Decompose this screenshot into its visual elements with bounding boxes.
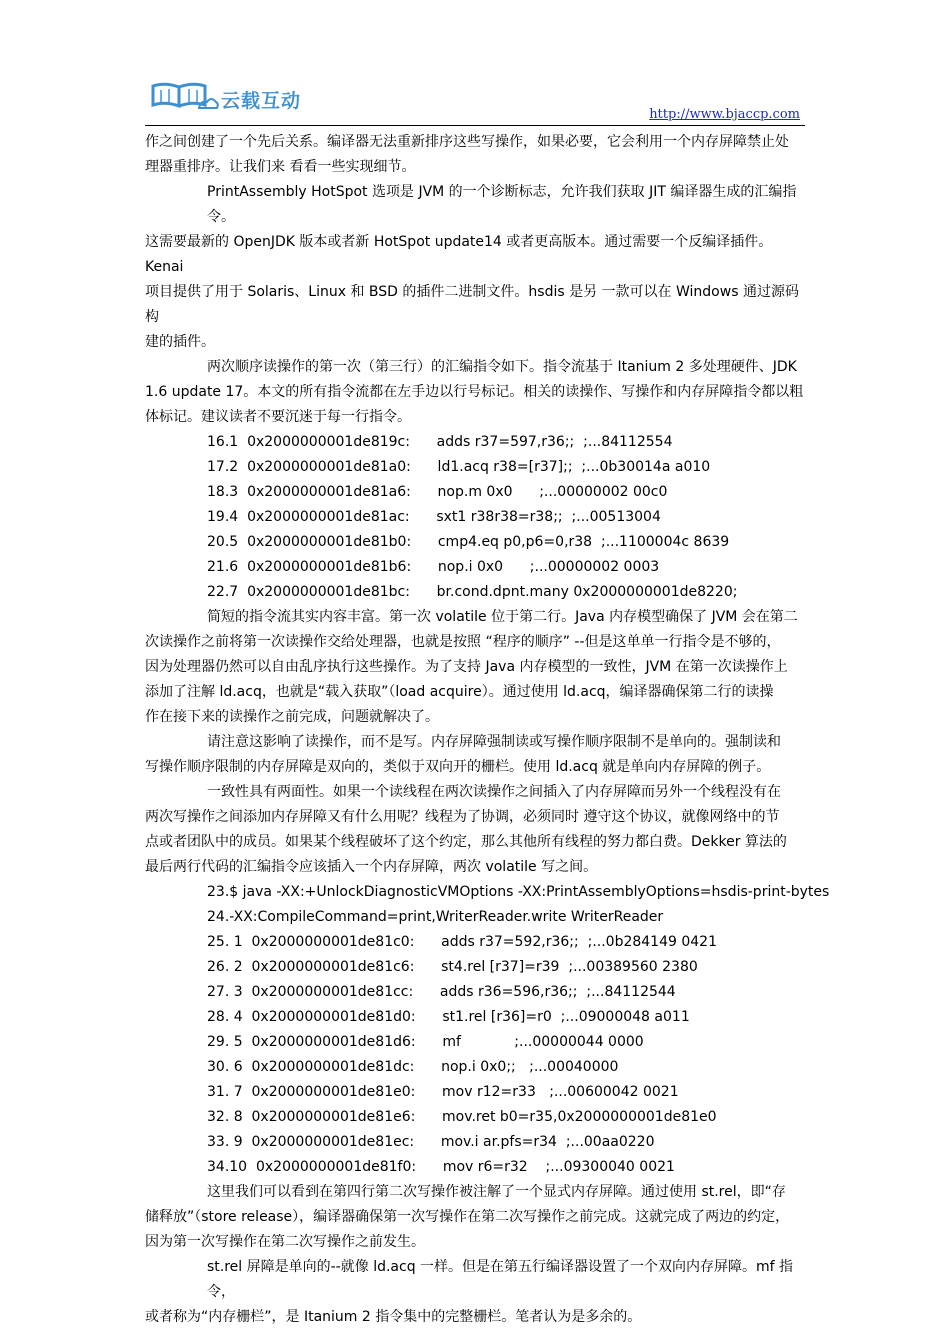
text-line: 最后两行代码的汇编指令应该插入一个内存屏障，两次 volatile 写之间。 <box>145 859 598 875</box>
text-line: 次读操作之前将第一次读操作交给处理器，也就是按照 “程序的顺序” --但是这单单一行指令是不够的， <box>145 634 781 650</box>
text-line: 一致性具有两面性。如果一个读线程在两次读操作之间插入了内存屏障而另外一个线程没有在 <box>207 784 781 800</box>
text-line: 点或者团队中的成员。如果某个线程破坏了这个约定，那么其他所有线程的努力都白费。Dekker 算法的 <box>145 834 787 850</box>
text-line: 储释放”（store release），编译器确保第一次写操作在第二次写操作之前完成。这就完成了两边的约定， <box>145 1209 790 1225</box>
text-line: 两次顺序读操作的第一次（第三行）的汇编指令如下。指令流基于 Itanium 2 多处理硬件、JDK <box>207 359 797 375</box>
text-line: 理器重排序。让我们来 看看一些实现细节。 <box>145 159 416 175</box>
code-line: 24.-XX:CompileCommand=print,WriterReader.write WriterReader <box>207 909 664 925</box>
code-line: 29. 5 0x2000000001de81d6: mf ;...00000044 0000 <box>207 1034 644 1050</box>
company-logo <box>149 78 309 114</box>
code-line: 20.5 0x2000000001de81b0: cmp4.eq p0,p6=0,r38 ;...1100004c 8639 <box>207 534 730 550</box>
text-line: 体标记。建议读者不要沉迷于每一行指令。 <box>145 409 411 425</box>
code-line: 19.4 0x2000000001de81ac: sxt1 r38r38=r38;; ;...00513004 <box>207 509 661 525</box>
text-line: 作在接下来的读操作之前完成，问题就解决了。 <box>145 709 439 725</box>
logo-text: 云载互动 <box>221 90 302 112</box>
website-link[interactable]: http://www.bjaccp.com <box>649 107 800 122</box>
code-line: 16.1 0x2000000001de819c: adds r37=597,r36;; ;...84112554 <box>207 434 673 450</box>
page-header <box>145 78 805 126</box>
code-line: 26. 2 0x2000000001de81c6: st4.rel [r37]=r39 ;...00389560 2380 <box>207 959 698 975</box>
text-line: 简短的指令流其实内容丰富。第一次 volatile 位于第二行。Java 内存模型确保了 JVM 会在第二 <box>207 609 798 625</box>
code-line: 28. 4 0x2000000001de81d0: st1.rel [r36]=r0 ;...09000048 a011 <box>207 1009 690 1025</box>
code-line: 18.3 0x2000000001de81a6: nop.m 0x0 ;...00000002 00c0 <box>207 484 668 500</box>
code-line: 23.$ java -XX:+UnlockDiagnosticVMOptions -XX:PrintAssemblyOptions=hsdis-print-bytes <box>207 884 830 900</box>
text-line: 因为处理器仍然可以自由乱序执行这些操作。为了支持 Java 内存模型的一致性，JVM 在第一次读操作上 <box>145 659 788 675</box>
text-line: st.rel 屏障是单向的--就像 ld.acq 一样。但是在第五行编译器设置了一个双向内存屏障。mf 指令， <box>207 1259 794 1300</box>
text-line: 建的插件。 <box>145 334 215 350</box>
text-line: 写操作顺序限制的内存屏障是双向的，类似于双向开的栅栏。使用 ld.acq 就是单向内存屏障的例子。 <box>145 759 771 775</box>
text-line: 添加了注解 ld.acq，也就是“载入获取”（load acquire）。通过使用 ld.acq，编译器确保第二行的读操 <box>145 684 774 700</box>
book-cloud-icon <box>149 78 219 114</box>
code-line: 34.10 0x2000000001de81f0: mov r6=r32 ;...09300040 0021 <box>207 1159 675 1175</box>
code-line: 21.6 0x2000000001de81b6: nop.i 0x0 ;...00000002 0003 <box>207 559 660 575</box>
text-line: 或者称为“内存栅栏”，是 Itanium 2 指令集中的完整栅栏。笔者认为是多余的。 <box>145 1309 642 1325</box>
text-line: 两次写操作之间添加内存屏障又有什么用呢？线程为了协调，必须同时 遵守这个协议，就像网络中的节 <box>145 809 780 825</box>
code-line: 33. 9 0x2000000001de81ec: mov.i ar.pfs=r34 ;...00aa0220 <box>207 1134 655 1150</box>
text-line: 项目提供了用于 Solaris、Linux 和 BSD 的插件二进制文件。hsdis 是另 一款可以在 Windows 通过源码构 <box>145 284 799 325</box>
code-line: 31. 7 0x2000000001de81e0: mov r12=r33 ;...00600042 0021 <box>207 1084 679 1100</box>
text-line: 作之间创建了一个先后关系。编译器无法重新排序这些写操作，如果必要，它会利用一个内存屏障禁止处 <box>145 134 789 150</box>
text-line: PrintAssembly HotSpot 选项是 JVM 的一个诊断标志，允许我们获取 JIT 编译器生成的汇编指令。 <box>207 184 797 225</box>
text-line: 这需要最新的 OpenJDK 版本或者新 HotSpot update14 或者更高版本。通过需要一个反编译插件。Kenai <box>145 234 773 275</box>
article-body <box>145 130 830 1330</box>
header-divider <box>145 125 805 126</box>
code-line: 32. 8 0x2000000001de81e6: mov.ret b0=r35,0x2000000001de81e0 <box>207 1109 717 1125</box>
text-line: 因为第一次写操作在第二次写操作之前发生。 <box>145 1234 425 1250</box>
code-line: 17.2 0x2000000001de81a0: ld1.acq r38=[r37];; ;...0b30014a a010 <box>207 459 711 475</box>
code-line: 27. 3 0x2000000001de81cc: adds r36=596,r36;; ;...84112544 <box>207 984 676 1000</box>
code-line: 22.7 0x2000000001de81bc: br.cond.dpnt.many 0x2000000001de8220; <box>207 584 738 600</box>
text-line: 请注意这影响了读操作，而不是写。内存屏障强制读或写操作顺序限制不是单向的。强制读和 <box>207 734 781 750</box>
code-line: 25. 1 0x2000000001de81c0: adds r37=592,r36;; ;...0b284149 0421 <box>207 934 717 950</box>
text-line: 这里我们可以看到在第四行第二次写操作被注解了一个显式内存屏障。通过使用 st.rel，即“存 <box>207 1184 786 1200</box>
text-line: 1.6 update 17。本文的所有指令流都在左手边以行号标记。相关的读操作、写操作和内存屏障指令都以粗 <box>145 384 804 400</box>
code-line: 30. 6 0x2000000001de81dc: nop.i 0x0;; ;...00040000 <box>207 1059 619 1075</box>
